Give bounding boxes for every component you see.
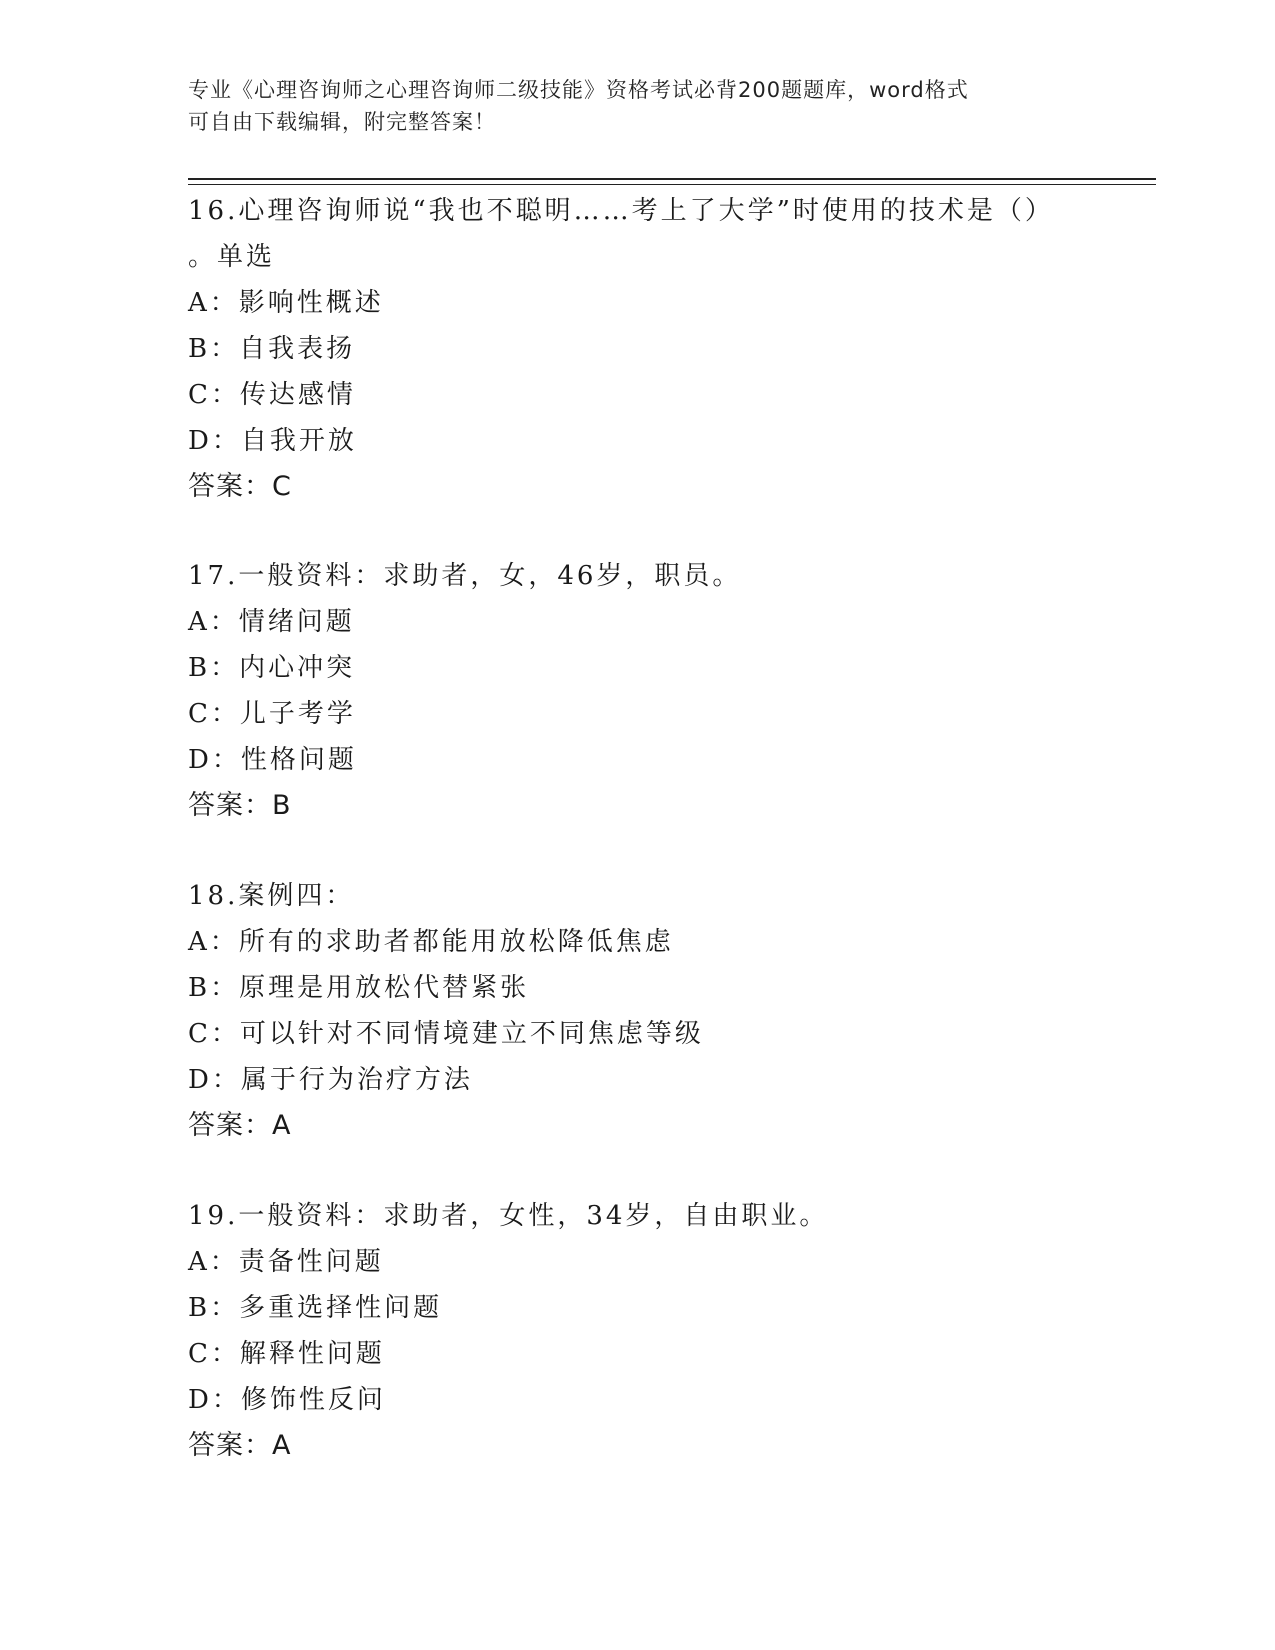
header-title-line-1: 专业《心理咨询师之心理咨询师二级技能》资格考试必背200题题库，word格式: [188, 78, 969, 102]
question-stem: 16.心理咨询师说“我也不聪明……考上了大学”时使用的技术是（）: [188, 196, 1054, 226]
option-b: B：多重选择性问题: [188, 1293, 443, 1323]
question-stem: 19.一般资料：求助者，女性，34岁，自由职业。: [188, 1201, 829, 1231]
option-b: B：自我表扬: [188, 334, 356, 364]
question-17: [188, 553, 1088, 829]
answer-line: 答案：C: [188, 471, 292, 502]
option-b: B：原理是用放松代替紧张: [188, 973, 530, 1003]
question-stem-continued: 。单选: [188, 242, 276, 272]
answer-line: 答案：A: [188, 1110, 292, 1141]
option-a: A：责备性问题: [188, 1247, 384, 1277]
option-c: C：可以针对不同情境建立不同焦虑等级: [188, 1019, 704, 1049]
question-stem: 17.一般资料：求助者，女，46岁，职员。: [188, 561, 742, 591]
question-stem: 18.案例四：: [188, 881, 355, 911]
option-a: A：所有的求助者都能用放松降低焦虑: [188, 927, 674, 957]
option-d: D：属于行为治疗方法: [188, 1065, 473, 1095]
question-18: [188, 873, 1088, 1149]
header-title-line-2: 可自由下载编辑，附完整答案！: [188, 110, 496, 134]
answer-line: 答案：A: [188, 1430, 292, 1461]
answer-line: 答案：B: [188, 790, 292, 821]
option-b: B：内心冲突: [188, 653, 356, 683]
question-19: [188, 1193, 1088, 1469]
option-d: D：修饰性反问: [188, 1385, 386, 1415]
option-a: A：情绪问题: [188, 607, 355, 637]
question-16: [188, 188, 1088, 510]
option-d: D：性格问题: [188, 745, 357, 775]
option-c: C：儿子考学: [188, 699, 356, 729]
option-d: D：自我开放: [188, 426, 357, 456]
header-divider-thick: [188, 178, 1156, 180]
document-header: [188, 74, 1088, 138]
option-c: C：传达感情: [188, 380, 356, 410]
option-a: A：影响性概述: [188, 288, 384, 318]
header-divider-thin: [188, 184, 1156, 185]
option-c: C：解释性问题: [188, 1339, 385, 1369]
